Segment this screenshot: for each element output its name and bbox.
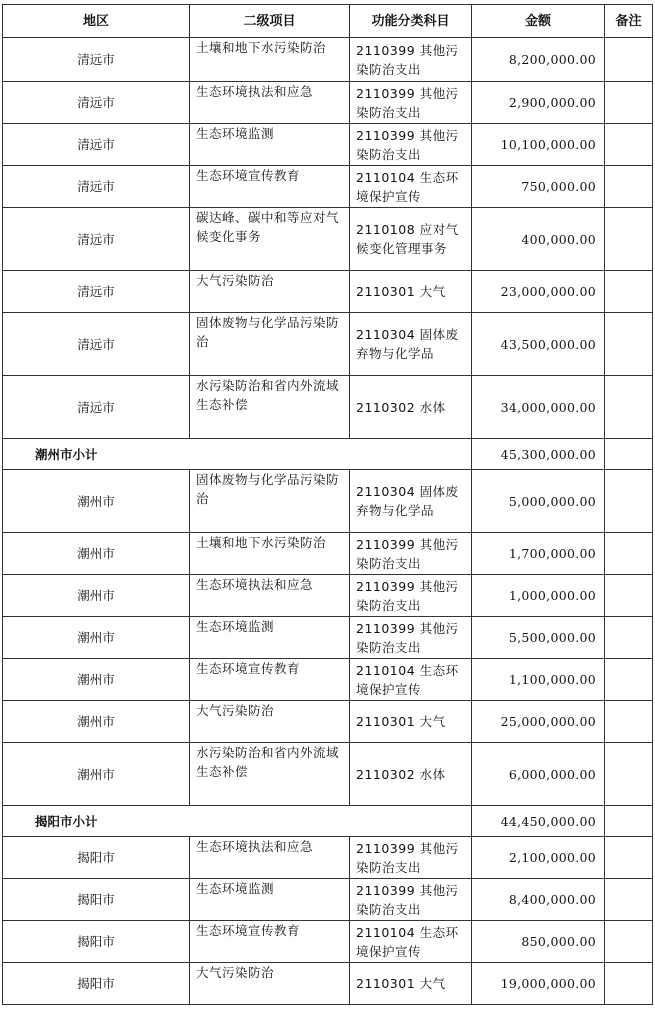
amount-cell: 1,000,000.00 — [472, 575, 605, 617]
function-cell: 2110301 大气 — [350, 963, 472, 1005]
subtotal-amount: 45,300,000.00 — [472, 439, 605, 470]
table-row — [3, 313, 653, 376]
region-cell: 清远市 — [3, 208, 190, 271]
region-cell: 揭阳市 — [3, 963, 190, 1005]
table-row — [3, 659, 653, 701]
function-cell: 2110399 其他污染防治支出 — [350, 575, 472, 617]
function-cell: 2110304 固体废弃物与化学品 — [350, 470, 472, 533]
note-cell — [605, 963, 653, 1005]
function-cell: 2110399 其他污染防治支出 — [350, 124, 472, 166]
subtotal-label: 揭阳市小计 — [3, 806, 472, 837]
amount-cell: 19,000,000.00 — [472, 963, 605, 1005]
region-cell: 潮州市 — [3, 533, 190, 575]
amount-cell: 25,000,000.00 — [472, 701, 605, 743]
table-row — [3, 208, 653, 271]
region-cell: 揭阳市 — [3, 921, 190, 963]
note-cell — [605, 806, 653, 837]
header-amount: 金额 — [472, 5, 605, 38]
note-cell — [605, 38, 653, 82]
function-cell: 2110399 其他污染防治支出 — [350, 879, 472, 921]
region-cell: 清远市 — [3, 166, 190, 208]
region-cell: 清远市 — [3, 124, 190, 166]
project-cell: 土壤和地下水污染防治 — [190, 533, 350, 575]
project-cell: 水污染防治和省内外流域生态补偿 — [190, 743, 350, 806]
amount-cell: 850,000.00 — [472, 921, 605, 963]
table-row — [3, 38, 653, 82]
function-cell: 2110399 其他污染防治支出 — [350, 533, 472, 575]
table-row — [3, 743, 653, 806]
subtotal-row — [3, 806, 653, 837]
header-region: 地区 — [3, 5, 190, 38]
note-cell — [605, 743, 653, 806]
function-cell: 2110104 生态环境保护宣传 — [350, 166, 472, 208]
amount-cell: 1,100,000.00 — [472, 659, 605, 701]
note-cell — [605, 617, 653, 659]
function-cell: 2110304 固体废弃物与化学品 — [350, 313, 472, 376]
function-cell: 2110108 应对气候变化管理事务 — [350, 208, 472, 271]
function-cell: 2110301 大气 — [350, 701, 472, 743]
project-cell: 生态环境宣传教育 — [190, 166, 350, 208]
amount-cell: 43,500,000.00 — [472, 313, 605, 376]
table-row — [3, 166, 653, 208]
project-cell: 大气污染防治 — [190, 271, 350, 313]
table-row — [3, 921, 653, 963]
table-row — [3, 124, 653, 166]
note-cell — [605, 837, 653, 879]
header-note: 备注 — [605, 5, 653, 38]
amount-cell: 750,000.00 — [472, 166, 605, 208]
table-row — [3, 271, 653, 313]
function-cell: 2110301 大气 — [350, 271, 472, 313]
table-row — [3, 837, 653, 879]
table-row — [3, 376, 653, 439]
function-cell: 2110399 其他污染防治支出 — [350, 38, 472, 82]
project-cell: 大气污染防治 — [190, 701, 350, 743]
table-row — [3, 617, 653, 659]
note-cell — [605, 575, 653, 617]
note-cell — [605, 166, 653, 208]
note-cell — [605, 659, 653, 701]
table-row — [3, 82, 653, 124]
note-cell — [605, 879, 653, 921]
project-cell: 生态环境执法和应急 — [190, 837, 350, 879]
project-cell: 固体废物与化学品污染防治 — [190, 470, 350, 533]
subtotal-amount: 44,450,000.00 — [472, 806, 605, 837]
note-cell — [605, 82, 653, 124]
table-row — [3, 470, 653, 533]
function-cell: 2110104 生态环境保护宣传 — [350, 921, 472, 963]
table-row — [3, 879, 653, 921]
table-row — [3, 533, 653, 575]
amount-cell: 10,100,000.00 — [472, 124, 605, 166]
function-cell: 2110104 生态环境保护宣传 — [350, 659, 472, 701]
project-cell: 大气污染防治 — [190, 963, 350, 1005]
amount-cell: 5,000,000.00 — [472, 470, 605, 533]
table-row — [3, 575, 653, 617]
amount-cell: 1,700,000.00 — [472, 533, 605, 575]
function-cell: 2110399 其他污染防治支出 — [350, 837, 472, 879]
region-cell: 潮州市 — [3, 743, 190, 806]
region-cell: 清远市 — [3, 376, 190, 439]
project-cell: 土壤和地下水污染防治 — [190, 38, 350, 82]
project-cell: 生态环境宣传教育 — [190, 921, 350, 963]
function-cell: 2110399 其他污染防治支出 — [350, 617, 472, 659]
header-row — [3, 5, 653, 38]
note-cell — [605, 124, 653, 166]
amount-cell: 8,400,000.00 — [472, 879, 605, 921]
project-cell: 水污染防治和省内外流域生态补偿 — [190, 376, 350, 439]
amount-cell: 23,000,000.00 — [472, 271, 605, 313]
region-cell: 揭阳市 — [3, 837, 190, 879]
amount-cell: 2,100,000.00 — [472, 837, 605, 879]
function-cell: 2110399 其他污染防治支出 — [350, 82, 472, 124]
region-cell: 清远市 — [3, 271, 190, 313]
table-row — [3, 963, 653, 1005]
amount-cell: 8,200,000.00 — [472, 38, 605, 82]
region-cell: 潮州市 — [3, 470, 190, 533]
region-cell: 潮州市 — [3, 701, 190, 743]
project-cell: 生态环境监测 — [190, 879, 350, 921]
region-cell: 揭阳市 — [3, 879, 190, 921]
project-cell: 生态环境监测 — [190, 617, 350, 659]
amount-cell: 400,000.00 — [472, 208, 605, 271]
amount-cell: 6,000,000.00 — [472, 743, 605, 806]
note-cell — [605, 271, 653, 313]
amount-cell: 2,900,000.00 — [472, 82, 605, 124]
project-cell: 生态环境执法和应急 — [190, 575, 350, 617]
project-cell: 固体废物与化学品污染防治 — [190, 313, 350, 376]
amount-cell: 34,000,000.00 — [472, 376, 605, 439]
note-cell — [605, 470, 653, 533]
note-cell — [605, 533, 653, 575]
region-cell: 清远市 — [3, 38, 190, 82]
function-cell: 2110302 水体 — [350, 376, 472, 439]
note-cell — [605, 208, 653, 271]
note-cell — [605, 439, 653, 470]
region-cell: 潮州市 — [3, 575, 190, 617]
budget-table — [2, 4, 653, 1005]
subtotal-label: 潮州市小计 — [3, 439, 472, 470]
header-function: 功能分类科目 — [350, 5, 472, 38]
table-body — [3, 38, 653, 1005]
region-cell: 潮州市 — [3, 617, 190, 659]
header-project: 二级项目 — [190, 5, 350, 38]
region-cell: 清远市 — [3, 313, 190, 376]
project-cell: 碳达峰、碳中和等应对气候变化事务 — [190, 208, 350, 271]
amount-cell: 5,500,000.00 — [472, 617, 605, 659]
note-cell — [605, 701, 653, 743]
project-cell: 生态环境宣传教育 — [190, 659, 350, 701]
function-cell: 2110302 水体 — [350, 743, 472, 806]
note-cell — [605, 313, 653, 376]
project-cell: 生态环境监测 — [190, 124, 350, 166]
note-cell — [605, 921, 653, 963]
note-cell — [605, 376, 653, 439]
subtotal-row — [3, 439, 653, 470]
project-cell: 生态环境执法和应急 — [190, 82, 350, 124]
table-row — [3, 701, 653, 743]
region-cell: 潮州市 — [3, 659, 190, 701]
region-cell: 清远市 — [3, 82, 190, 124]
